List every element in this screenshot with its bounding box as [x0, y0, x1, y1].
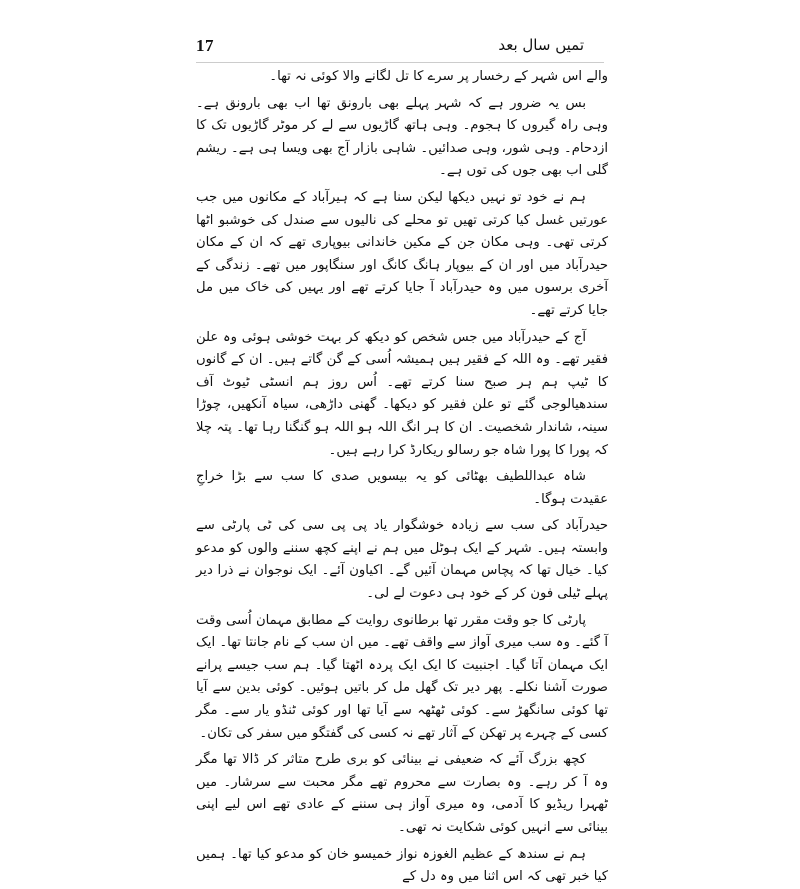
paragraph-8: کچھ بزرگ آئے کہ ضعیفی نے بینائی کو بری طرح متاثر کر ڈالا تھا مگر وہ آ کر رہے۔ وہ بصارت سے محروم تھے مگر محبت سے سرشار۔ میں ٹھہرا ریڈیو کا آدمی، وہ میری آواز ہی سننے کے عادی تھے اس لیے اپنی بینائی سے انہیں کوئی شکایت نہ تھی۔ [196, 752, 608, 835]
paragraph-1: والے اس شہر کے رخسار پر سرے کا تل لگانے والا کوئی نہ تھا۔ [269, 69, 608, 84]
paragraph-2: بس یہ ضرور ہے کہ شہر پہلے بھی بارونق تھا اب بھی بارونق ہے۔ وہی راہ گیروں کا ہجوم۔ وہی ہاتھ گاڑیوں سے لے کر موٹر گاڑیوں تک کا ازدحام۔ وہی شور، وہی صدائیں۔ شاہی بازار آج بھی ویسا ہی ہے۔ ریشم گلی اب بھی جوں کی توں ہے۔ [196, 95, 608, 179]
running-title: تمیں سال بعد [498, 36, 584, 54]
page-body-text [196, 66, 608, 885]
paragraph-6: حیدرآباد کی سب سے زیادہ خوشگوار یاد پی پی سی کی ٹی پارٹی سے وابستہ ہیں۔ شہر کے ایک ہوٹل میں ہم نے اپنے کچھ سننے والوں کو مدعو کیا۔ خیال تھا کہ پچاس مہمان آئیں گے۔ اکیاون آئے۔ ایک نوجوان نے ذرا دیر پہلے ٹیلی فون کر کے خود ہی دعوت لے لی۔ [196, 518, 608, 602]
page-number: 17 [196, 36, 214, 55]
paragraph-5: شاہ عبداللطیف بھٹائی کو یہ بیسویں صدی کا سب سے بڑا خراجِ عقیدت ہوگا۔ [196, 469, 608, 507]
paragraph-9: ہم نے سندھ کے عظیم الغوزہ نواز خمیسو خان کو مدعو کیا تھا۔ ہمیں کیا خبر تھی کہ اس اثنا میں وہ دل کے [196, 846, 608, 885]
paragraph-4: آج کے حیدرآباد میں جس شخص کو دیکھ کر بہت خوشی ہوئی وہ علن فقیر تھے۔ وہ اللہ کے فقیر ہیں ہمیشہ اُسی کے گن گاتے ہیں۔ ان کے گانوں کا ٹیپ ہم ہر صبح سنا کرتے تھے۔ اُس روز ہم انسٹی ٹیوٹ آف سندھیالوجی گئے تو علن فقیر کو دیکھا۔ گھنی داڑھی، سیاہ آنکھیں، چوڑا سینہ، شاندار شخصیت۔ ان کا ہر انگ اللہ ہو اللہ ہو گنگنا رہا تھا۔ پتہ چلا کہ پورا کا پورا شاہ جو رسالو ریکارڈ کرا رہے ہیں۔ [196, 329, 608, 458]
paragraph-3: ہم نے خود تو نہیں دیکھا لیکن سنا ہے کہ ہیرآباد کے مکانوں میں جب عورتیں غسل کیا کرتی تھیں تو محلے کی نالیوں سے صندل کی خوشبو اٹھا کرتی تھی۔ وہی مکان جن کے مکین خاندانی بیوپاری تھے کہ ان کے مکان حیدرآباد میں اور ان کے بیوپار ہانگ کانگ اور سنگاپور میں تھے۔ زندگی کے آخری برسوں میں وہ حیدرآباد آ جایا کرتے تھے اور یہیں کی خاک میں مل جایا کرتے تھے۔ [196, 189, 608, 318]
header-divider [196, 62, 604, 63]
paragraph-7: پارٹی کا جو وقت مقرر تھا برطانوی روایت کے مطابق مہمان اُسی وقت آ گئے۔ وہ سب میری آواز سے واقف تھے۔ میں ان سب کے نام جانتا تھا۔ ایک ایک مہمان آتا گیا۔ اجنبیت کا ایک ایک پردہ اٹھتا گیا۔ ہم سب جیسے پرانے صورت آشنا نکلے۔ پھر دیر تک گھل مل کر باتیں ہوئیں۔ کوئی بدین سے آیا تھا کوئی سانگھڑ سے۔ کوئی ٹھٹھہ سے آیا تھا اور کوئی ٹنڈو یار سے۔ مگر کسی کے چہرے پر تھکن کے آثار تھے نہ کسی کی گفتگو میں سفر کی تکان۔ [196, 612, 608, 741]
